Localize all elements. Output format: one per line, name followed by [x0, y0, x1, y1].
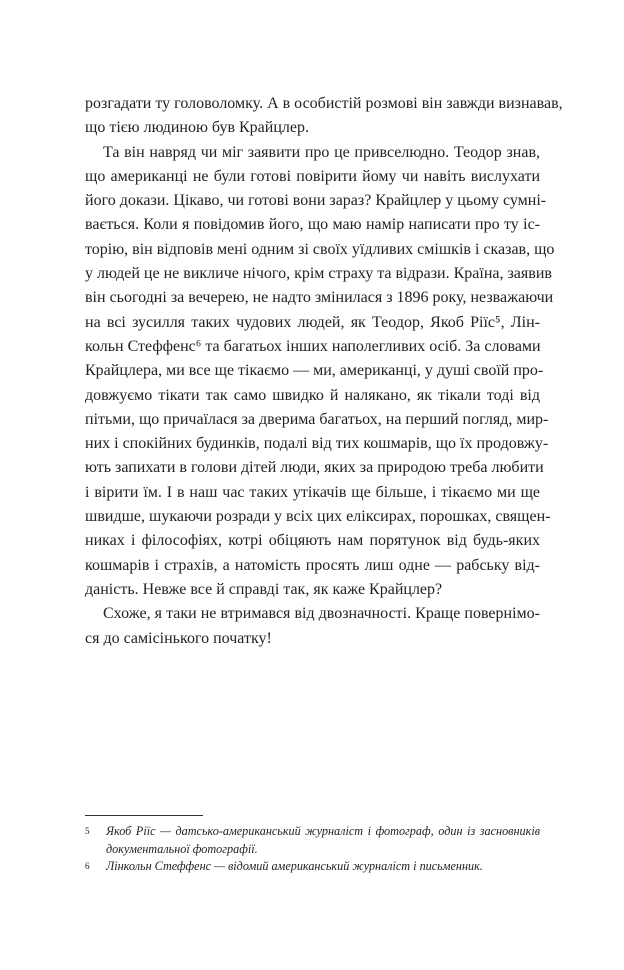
- footnote-6: [85, 858, 540, 876]
- main-text: [85, 92, 563, 651]
- text-line: вається. Коли я повідомив його, що маю намір написати про ту іс-: [85, 216, 540, 234]
- text-line: ся до самісінького початку!: [85, 629, 272, 647]
- text-line: торію, він відповів мені одним зі своїх уїдливих смішків і сказав, що: [85, 240, 555, 258]
- text-line: Крайцлера, ми все ще тікаємо — ми, американці, у душі своїй про-: [85, 362, 544, 380]
- footnote-line: документальної фотографії.: [106, 841, 258, 856]
- footnote-5: [85, 823, 540, 858]
- text-line: у людей це не викличе нічого, крім страху та відрази. Країна, заявив: [85, 265, 552, 283]
- text-line: никах і філософіях, котрі обіцяють нам порятунок від будь-яких: [85, 532, 540, 550]
- footnote-number: 5: [85, 826, 90, 836]
- text-line: Та він навряд чи міг заявити про це привселюдно. Теодор знав,: [103, 143, 540, 161]
- footnotes: [85, 823, 540, 876]
- text-line: що американці не були готові повірити йому чи навіть вислухати: [85, 167, 540, 185]
- text-line: кольн Стеффенс⁶ та багатьох інших наполегливих осіб. За словами: [85, 337, 541, 355]
- text-line: пітьми, що причаїлася за дверима багатьох, на перший погляд, мир-: [85, 410, 549, 428]
- footnote-line: Якоб Ріїс — датсько-американський журналіст і фотограф, один із засновників: [106, 824, 540, 838]
- text-line: і вірити їм. І в наш час таких утікачів ще більше, і тікаємо ми ще: [85, 483, 540, 501]
- text-line: ють запихати в голови дітей люди, яких за природою треба любити: [85, 459, 544, 477]
- text-line: довжуємо тікати так само швидко й налякано, як тікали тоді від: [85, 386, 540, 404]
- text-line: на всі зусилля таких чудових людей, як Теодор, Якоб Ріїс⁵, Лін-: [85, 313, 540, 331]
- text-line: його докази. Цікаво, чи готові вони зараз? Крайцлер у цьому сумні-: [85, 192, 547, 210]
- text-line: них і спокійних будинків, подалі від тих кошмарів, що їх продовжу-: [85, 435, 549, 453]
- footnote-divider: [85, 815, 203, 816]
- text-line: швидше, шукаючи розради у всіх цих еліксирах, порошках, священ-: [85, 508, 551, 526]
- footnote-line: Лінкольн Стеффенс — відомий американський журналіст і письменник.: [106, 859, 483, 873]
- text-line: Схоже, я таки не втримався від двозначності. Краще повернімо-: [103, 605, 540, 623]
- text-line: розгадати ту головоломку. А в особистій розмові він завжди визнавав,: [85, 95, 563, 112]
- text-line: даність. Невже все й справді так, як каже Крайцлер?: [85, 580, 443, 598]
- text-line: що тією людиною був Крайцлер.: [85, 119, 309, 137]
- footnote-number: 6: [85, 861, 90, 871]
- text-line: він сьогодні за вечерею, не надто змінилася з 1896 року, незважаючи: [85, 289, 554, 307]
- text-line: кошмарів і страхів, а натомість просять лиш одне — рабську від-: [85, 556, 540, 574]
